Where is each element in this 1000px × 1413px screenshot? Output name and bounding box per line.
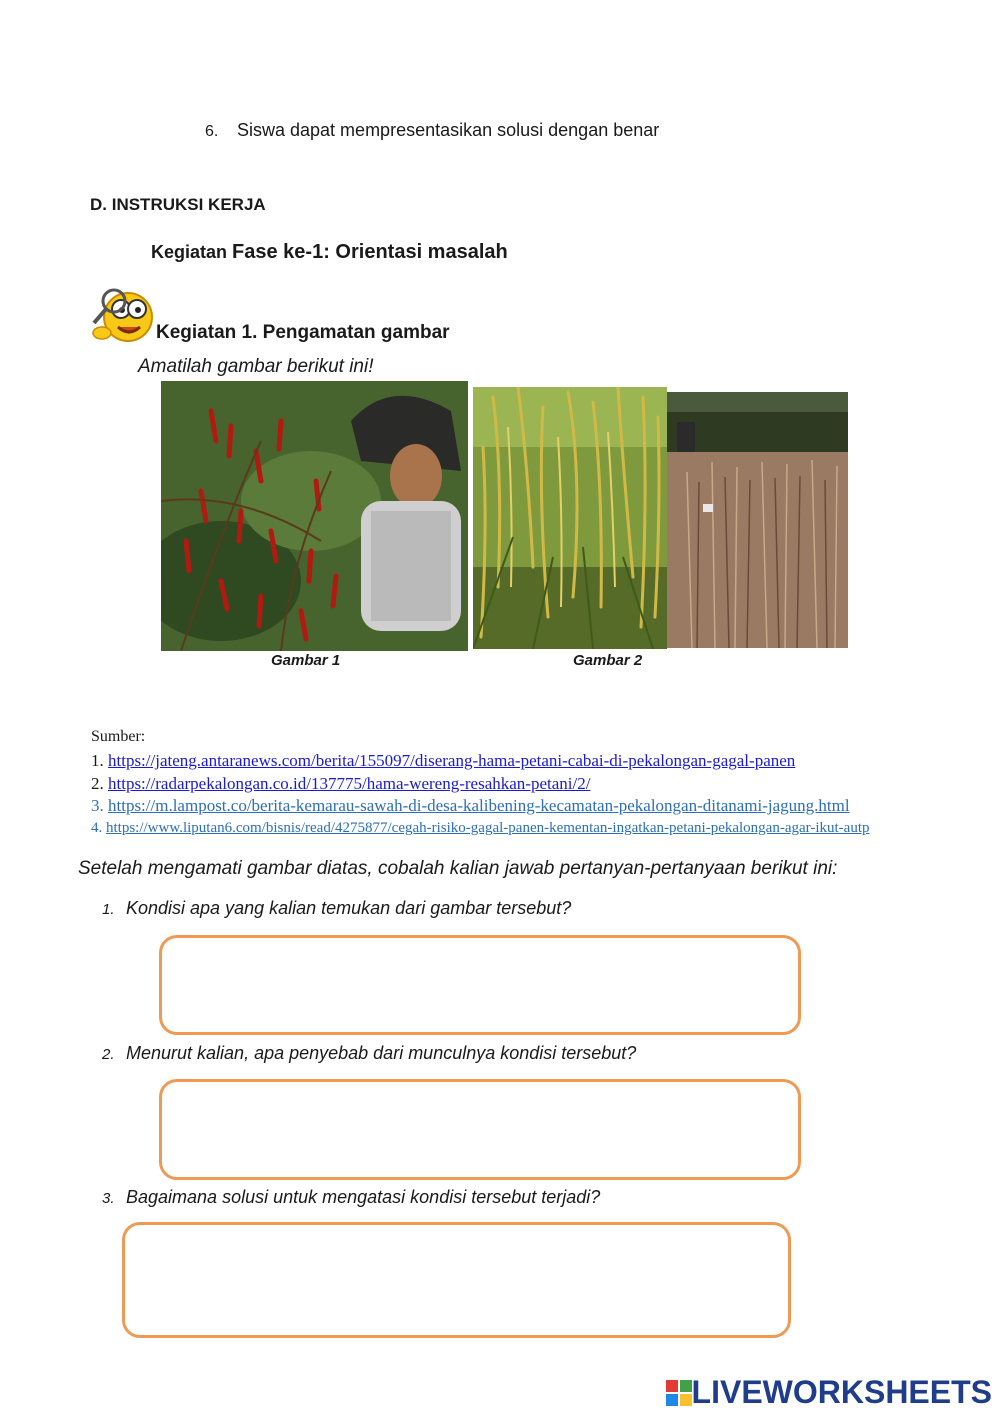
source-link[interactable]: https://radarpekalongan.co.id/137775/hama-wereng-resahkan-petani/2/ <box>108 774 591 793</box>
answer-box-3[interactable] <box>122 1222 791 1338</box>
instruction-text: Amatilah gambar berikut ini! <box>138 356 374 377</box>
question-text: Bagaimana solusi untuk mengatasi kondisi tersebut terjadi? <box>126 1187 601 1207</box>
objective-text: Siswa dapat mempresentasikan solusi dengan benar <box>237 120 660 140</box>
sources-label: Sumber: <box>91 728 146 745</box>
source-item <box>91 820 869 837</box>
question-number: 1. <box>102 901 115 918</box>
objective-number: 6. <box>205 123 219 140</box>
liveworksheets-logo-icon <box>666 1380 692 1406</box>
source-link[interactable]: https://m.lampost.co/berita-kemarau-sawah-di-desa-kalibening-kecamatan-pekalongan-ditanami-jagung.html <box>108 796 850 815</box>
objective-item <box>205 120 659 141</box>
source-number: 2. <box>91 774 104 793</box>
source-number: 3. <box>91 796 104 815</box>
activity-heading: Kegiatan 1. Pengamatan gambar <box>156 322 450 343</box>
liveworksheets-logo[interactable] <box>666 1374 992 1411</box>
question-text: Kondisi apa yang kalian temukan dari gambar tersebut? <box>126 898 572 918</box>
questions-intro: Setelah mengamati gambar diatas, cobalah kalian jawab pertanyan-pertanyaan berikut ini: <box>78 858 838 879</box>
question-number: 2. <box>102 1046 115 1063</box>
answer-box-2[interactable] <box>159 1079 801 1180</box>
question-1 <box>102 898 571 919</box>
phase-heading-rest: Fase ke-1: Orientasi masalah <box>232 241 508 263</box>
question-3 <box>102 1187 600 1208</box>
caption-gambar-2: Gambar 2 <box>573 652 643 669</box>
source-number: 4. <box>91 820 103 836</box>
source-item <box>91 751 795 771</box>
source-item <box>91 796 850 816</box>
source-number: 1. <box>91 751 104 770</box>
caption-gambar-1: Gambar 1 <box>271 652 341 669</box>
phase-heading <box>151 241 508 264</box>
source-link[interactable]: https://jateng.antaranews.com/berita/155097/diserang-hama-petani-cabai-di-pekalongan-gagal-panen <box>108 751 796 770</box>
question-number: 3. <box>102 1190 115 1207</box>
question-2 <box>102 1043 636 1064</box>
brand-text: LIVEWORKSHEETS <box>691 1374 992 1410</box>
question-text: Menurut kalian, apa penyebab dari munculnya kondisi tersebut? <box>126 1043 637 1063</box>
damaged-rice-field-photo <box>667 392 848 648</box>
magnifying-glass-smiley-icon <box>88 287 158 345</box>
source-link[interactable]: https://www.liputan6.com/bisnis/read/4275877/cegah-risiko-gagal-panen-kementan-ingatkan-petani-pekalongan-agar-ikut-autp <box>106 820 870 836</box>
answer-box-1[interactable] <box>159 935 801 1035</box>
chili-harvest-photo <box>161 381 468 651</box>
section-heading: D. INSTRUKSI KERJA <box>90 195 266 214</box>
phase-heading-prefix: Kegiatan <box>151 242 233 262</box>
rice-field-photo <box>473 387 667 649</box>
source-item <box>91 774 590 794</box>
